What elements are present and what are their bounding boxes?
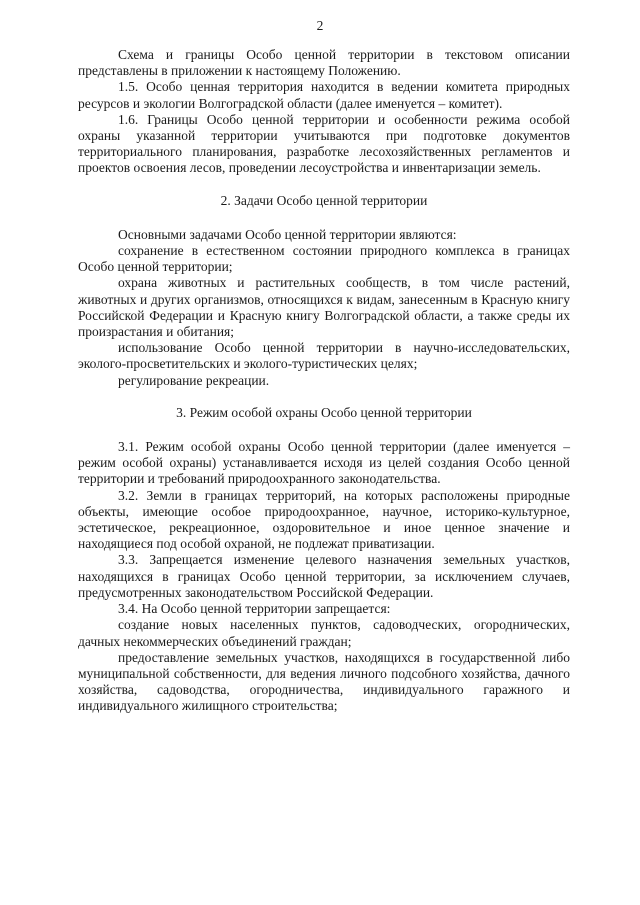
paragraph: 3.2. Земли в границах территорий, на которых расположены природные объекты, имеющие особое природоохранное, научное, историко-культурное, эстетическое, рекреационное, оздоровительное и иное ценное значение и находящиеся под особой охраной, не подлежат приватизации.: [78, 487, 570, 552]
document-body: [78, 47, 570, 715]
paragraph: 1.6. Границы Особо ценной территории и особенности режима особой охраны указанной территории учитываются при подготовке документов территориального планирования, разработке лесохозяйственных регламентов и проектов освоения лесов, проведении лесоустройства и инвентаризации земель.: [78, 111, 570, 176]
section-heading: 3. Режим особой охраны Особо ценной территории: [176, 404, 472, 420]
paragraph: Основными задачами Особо ценной территории являются:: [118, 226, 457, 242]
section-heading: 2. Задачи Особо ценной территории: [220, 192, 428, 208]
paragraph: сохранение в естественном состоянии природного комплекса в границах Особо ценной территории;: [78, 243, 570, 275]
page-number: 2: [316, 18, 324, 33]
paragraph: 3.4. На Особо ценной территории запрещается:: [118, 601, 391, 617]
paragraph: использование Особо ценной территории в научно-исследовательских, эколого-просветительских и эколого-туристических целях;: [78, 340, 570, 372]
paragraph: охрана животных и растительных сообществ, в том числе растений, животных и других организмов, относящихся к видам, занесенным в Красную книгу Российской Федерации и Красную книгу Волгоградской области, а также среды их произрастания и обитания;: [78, 275, 570, 340]
paragraph: предоставление земельных участков, находящихся в государственной либо муниципальной собственности, для ведения личного подсобного хозяйства, дачного хозяйства, садоводства, огородничества, индивидуального гаражного и индивидуального жилищного строительства;: [78, 649, 570, 714]
paragraph: регулирование рекреации.: [118, 372, 270, 388]
paragraph: создание новых населенных пунктов, садоводческих, огороднических, дачных некоммерческих объединений граждан;: [78, 617, 570, 649]
paragraph: 3.1. Режим особой охраны Особо ценной территории (далее именуется – режим особой охраны) устанавливается исходя из целей создания Особо ценной территории и требований природоохранного законодательства.: [78, 439, 570, 487]
paragraph: 3.3. Запрещается изменение целевого назначения земельных участков, находящихся в границах Особо ценной территории, за исключением случаев, предусмотренных законодательством Российской Федерации.: [78, 552, 570, 600]
paragraph: Схема и границы Особо ценной территории в текстовом описании представлены в приложении к настоящему Положению.: [78, 47, 570, 79]
paragraph: 1.5. Особо ценная территория находится в ведении комитета природных ресурсов и экологии Волгоградской области (далее именуется – комитет).: [78, 79, 570, 111]
